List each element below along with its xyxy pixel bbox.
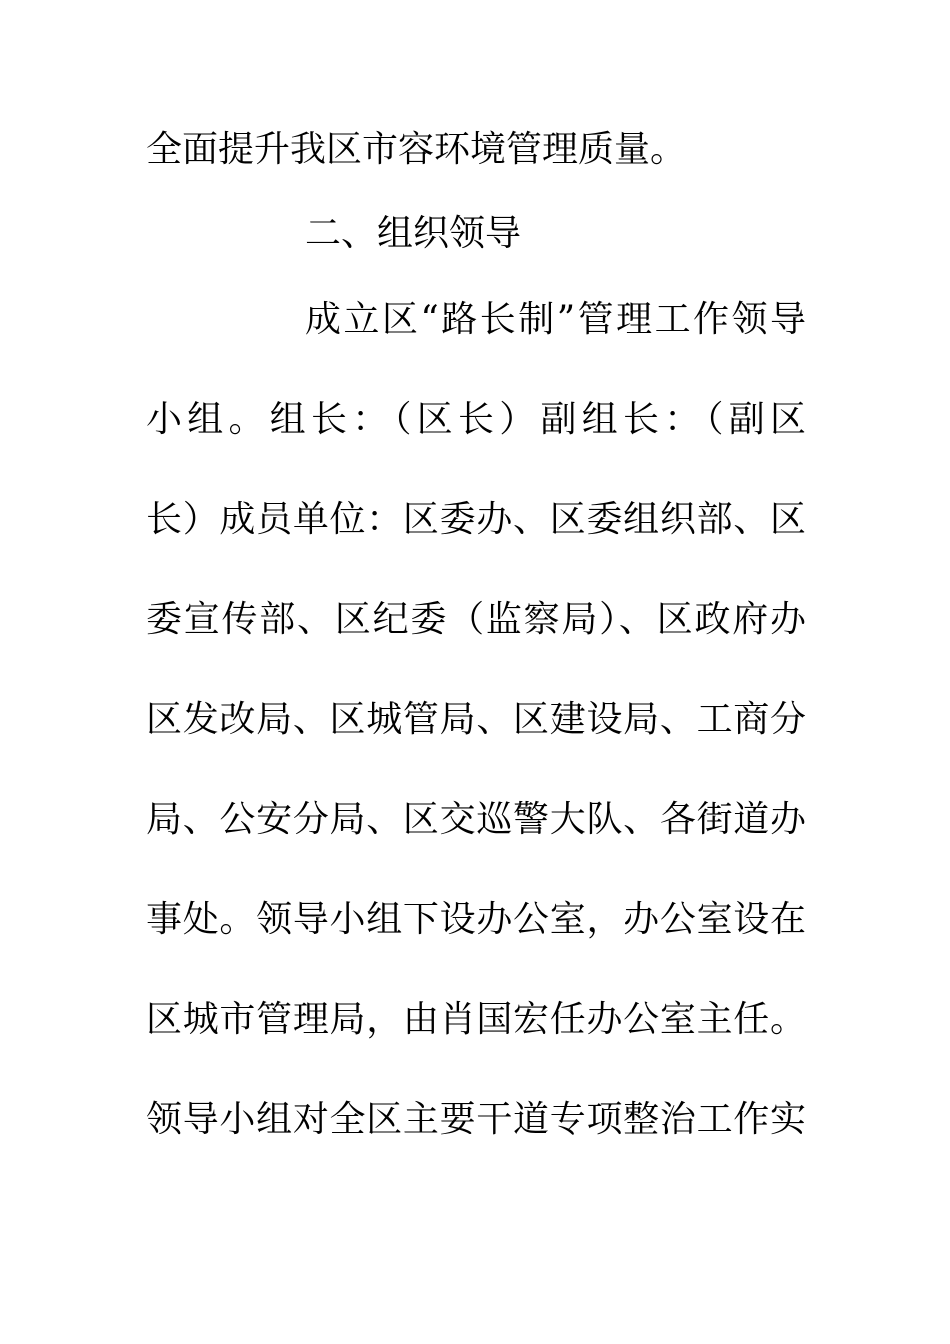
paragraph-line-9: 区城市管理局，由肖国宏任办公室主任。: [146, 999, 806, 1040]
paragraph-line-10: 领导小组对全区主要干道专项整治工作实: [146, 1099, 806, 1140]
paragraph-line-8: 事处。领导小组下设办公室，办公室设在: [146, 899, 806, 940]
paragraph-line-6: 区发改局、区城管局、区建设局、工商分: [146, 699, 806, 740]
paragraph-line-4: 长）成员单位：区委办、区委组织部、区: [146, 499, 806, 540]
paragraph-line-3: 小组。组长：（区长）副组长：（副区: [146, 399, 806, 440]
section-heading: 二、组织领导: [305, 213, 522, 254]
paragraph-line-2: 成立区“路长制”管理工作领导: [305, 299, 806, 340]
paragraph-line-7: 局、公安分局、区交巡警大队、各街道办: [146, 799, 806, 840]
paragraph-line-5: 委宣传部、区纪委（监察局）、区政府办: [146, 599, 806, 640]
paragraph-line-1: 全面提升我区市容环境管理质量。: [146, 129, 687, 170]
